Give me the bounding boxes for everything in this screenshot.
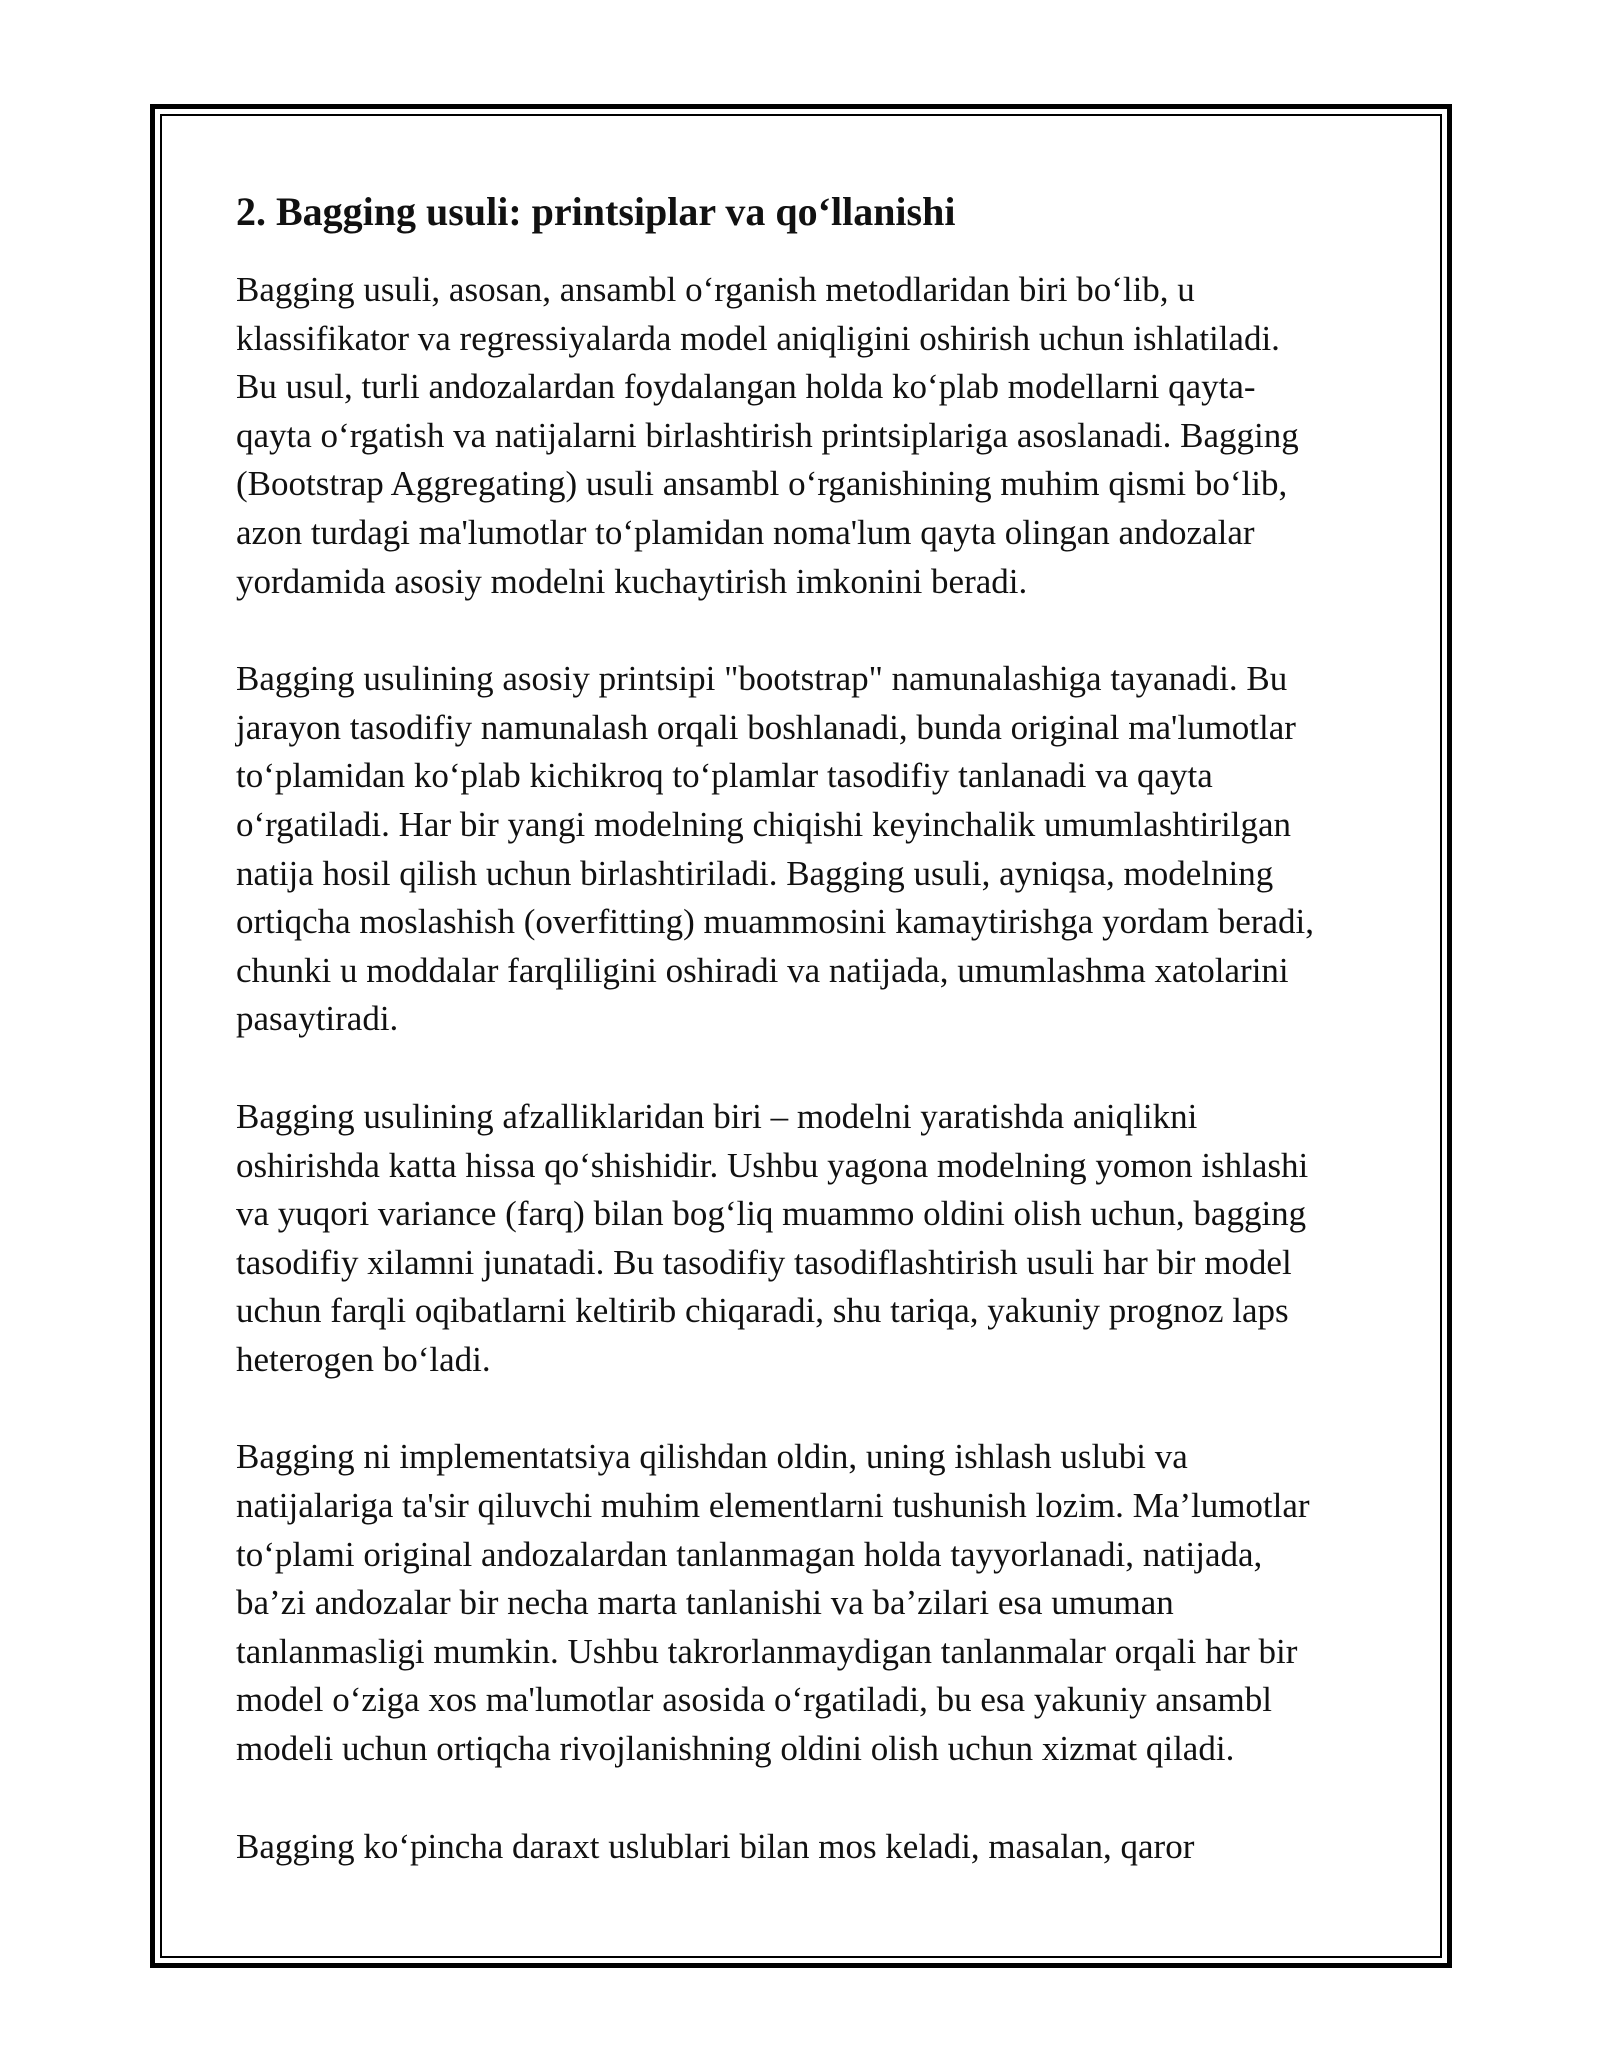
text-line: modeli uchun ortiqcha rivojlanishning oldini olish uchun xizmat qiladi.	[236, 1729, 1235, 1769]
document-body	[236, 186, 1386, 1920]
text-line: jarayon tasodifiy namunalash orqali boshlanadi, bunda original ma'lumotlar	[236, 707, 1296, 747]
text-line: (Bootstrap Aggregating) usuli ansambl o‘rganishining muhim qismi bo‘lib,	[236, 464, 1288, 504]
text-line: yordamida asosiy modelni kuchaytirish imkonini beradi.	[236, 561, 1028, 601]
paragraph-5	[236, 1823, 1386, 1872]
section-heading: 2. Bagging usuli: printsiplar va qo‘llanishi	[236, 189, 956, 234]
text-line: Bagging ko‘pincha daraxt uslublari bilan mos keladi, masalan, qaror	[236, 1826, 1195, 1866]
text-line: tasodifiy xilamni junatadi. Bu tasodifiy tasodiflashtirish usuli har bir model	[236, 1242, 1292, 1282]
text-line: va yuqori variance (farq) bilan bog‘liq muammo oldini olish uchun, bagging	[236, 1194, 1307, 1234]
text-line: pasaytiradi.	[236, 999, 399, 1039]
text-line: model o‘ziga xos ma'lumotlar asosida o‘rgatiladi, bu esa yakuniy ansambl	[236, 1680, 1272, 1720]
text-line: Bagging ni implementatsiya qilishdan oldin, uning ishlash uslubi va	[236, 1437, 1188, 1477]
text-line: Bagging usulining afzalliklaridan biri – modelni yaratishda aniqlikni	[236, 1096, 1198, 1136]
text-line: Bu usul, turli andozalardan foydalangan holda ko‘plab modellarni qayta-	[236, 367, 1256, 407]
text-line: Bagging usulining asosiy printsipi "bootstrap" namunalashiga tayanadi. Bu	[236, 659, 1288, 699]
text-line: chunki u moddalar farqliligini oshiradi va natijada, umumlashma xatolarini	[236, 950, 1289, 990]
text-line: natija hosil qilish uchun birlashtiriladi. Bagging usuli, ayniqsa, modelning	[236, 853, 1274, 893]
paragraph-1	[236, 266, 1386, 606]
text-line: ba’zi andozalar bir necha marta tanlanishi va ba’zilari esa umuman	[236, 1583, 1174, 1623]
paragraph-2	[236, 655, 1386, 1044]
text-line: to‘plami original andozalardan tanlanmagan holda tayyorlanadi, natijada,	[236, 1534, 1263, 1574]
text-line: klassifikator va regressiyalarda model aniqligini oshirish uchun ishlatiladi.	[236, 318, 1280, 358]
text-line: heterogen bo‘ladi.	[236, 1339, 491, 1379]
text-line: qayta o‘rgatish va natijalarni birlashtirish printsiplariga asoslanadi. Bagging	[236, 415, 1299, 455]
text-line: to‘plamidan ko‘plab kichikroq to‘plamlar tasodifiy tanlanadi va qayta	[236, 756, 1213, 796]
text-line: tanlanmasligi mumkin. Ushbu takrorlanmaydigan tanlanmalar orqali har bir	[236, 1631, 1298, 1671]
text-line: azon turdagi ma'lumotlar to‘plamidan noma'lum qayta olingan andozalar	[236, 512, 1255, 552]
text-line: natijalariga ta'sir qiluvchi muhim elementlarni tushunish lozim. Ma’lumotlar	[236, 1486, 1310, 1526]
paragraph-3	[236, 1093, 1386, 1385]
paragraph-4	[236, 1433, 1386, 1773]
text-line: oshirishda katta hissa qo‘shishidir. Ushbu yagona modelning yomon ishlashi	[236, 1145, 1309, 1185]
text-line: Bagging usuli, asosan, ansambl o‘rganish metodlaridan biri bo‘lib, u	[236, 270, 1195, 309]
text-line: o‘rgatiladi. Har bir yangi modelning chiqishi keyinchalik umumlashtirilgan	[236, 804, 1291, 844]
text-line: uchun farqli oqibatlarni keltirib chiqaradi, shu tariqa, yakuniy prognoz laps	[236, 1291, 1289, 1331]
text-line: ortiqcha moslashish (overfitting) muammosini kamaytirishga yordam beradi,	[236, 902, 1314, 942]
